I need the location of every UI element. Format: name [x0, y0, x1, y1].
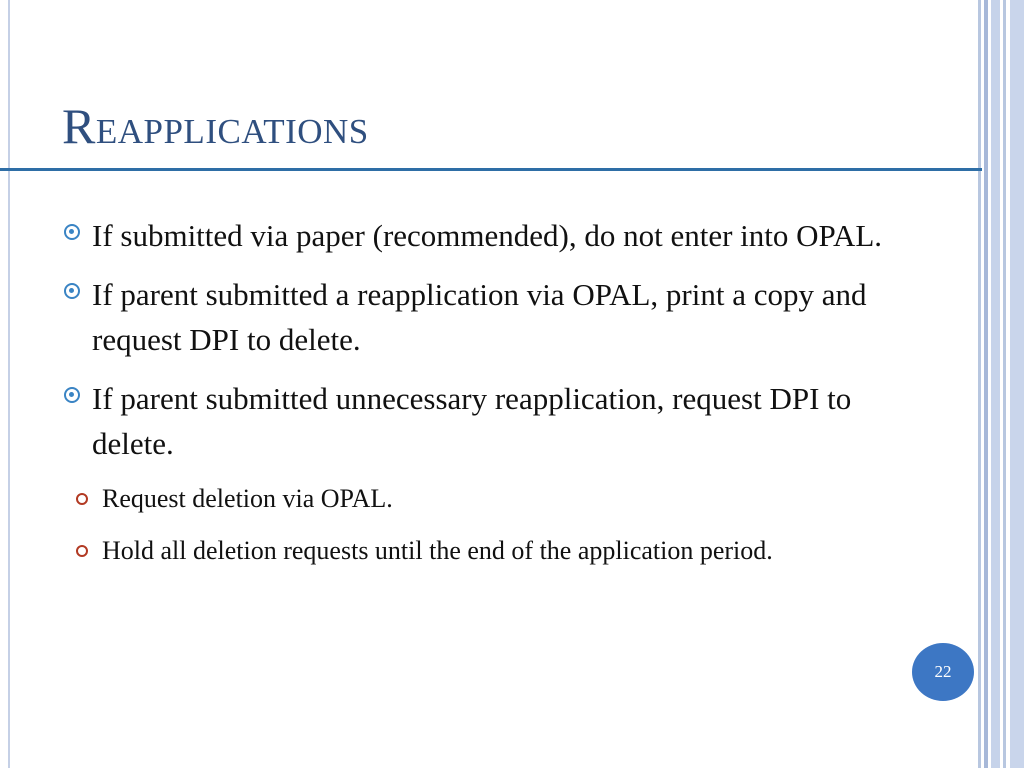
bullet-item: [62, 272, 912, 362]
bullet-list: [62, 213, 912, 570]
page-number-badge: 22: [912, 643, 974, 701]
sub-bullet-text: Request deletion via OPAL.: [102, 484, 393, 513]
target-bullet-icon: [64, 387, 80, 403]
sub-bullet-item: [72, 480, 912, 518]
target-bullet-icon: [64, 224, 80, 240]
bullet-item: [62, 376, 912, 466]
right-stripe: [984, 0, 988, 768]
right-stripe: [1010, 0, 1024, 768]
bullet-item: [62, 213, 912, 258]
left-frame-line: [8, 0, 10, 768]
ring-bullet-icon: [76, 493, 88, 505]
right-stripe: [978, 0, 981, 768]
sub-bullet-item: [72, 532, 912, 570]
slide-title: Reapplications: [62, 98, 369, 154]
bullet-text: If submitted via paper (recommended), do not enter into OPAL.: [92, 218, 883, 253]
target-bullet-icon: [64, 283, 80, 299]
right-stripe: [991, 0, 1000, 768]
title-underline: [0, 168, 982, 171]
bullet-text: If parent submitted unnecessary reapplication, request DPI to delete.: [92, 381, 852, 461]
right-stripe: [1003, 0, 1006, 768]
sub-bullet-text: Hold all deletion requests until the end of the application period.: [102, 536, 773, 565]
ring-bullet-icon: [76, 545, 88, 557]
bullet-text: If parent submitted a reapplication via OPAL, print a copy and request DPI to delete.: [92, 277, 867, 357]
sub-bullet-list: [72, 480, 912, 570]
